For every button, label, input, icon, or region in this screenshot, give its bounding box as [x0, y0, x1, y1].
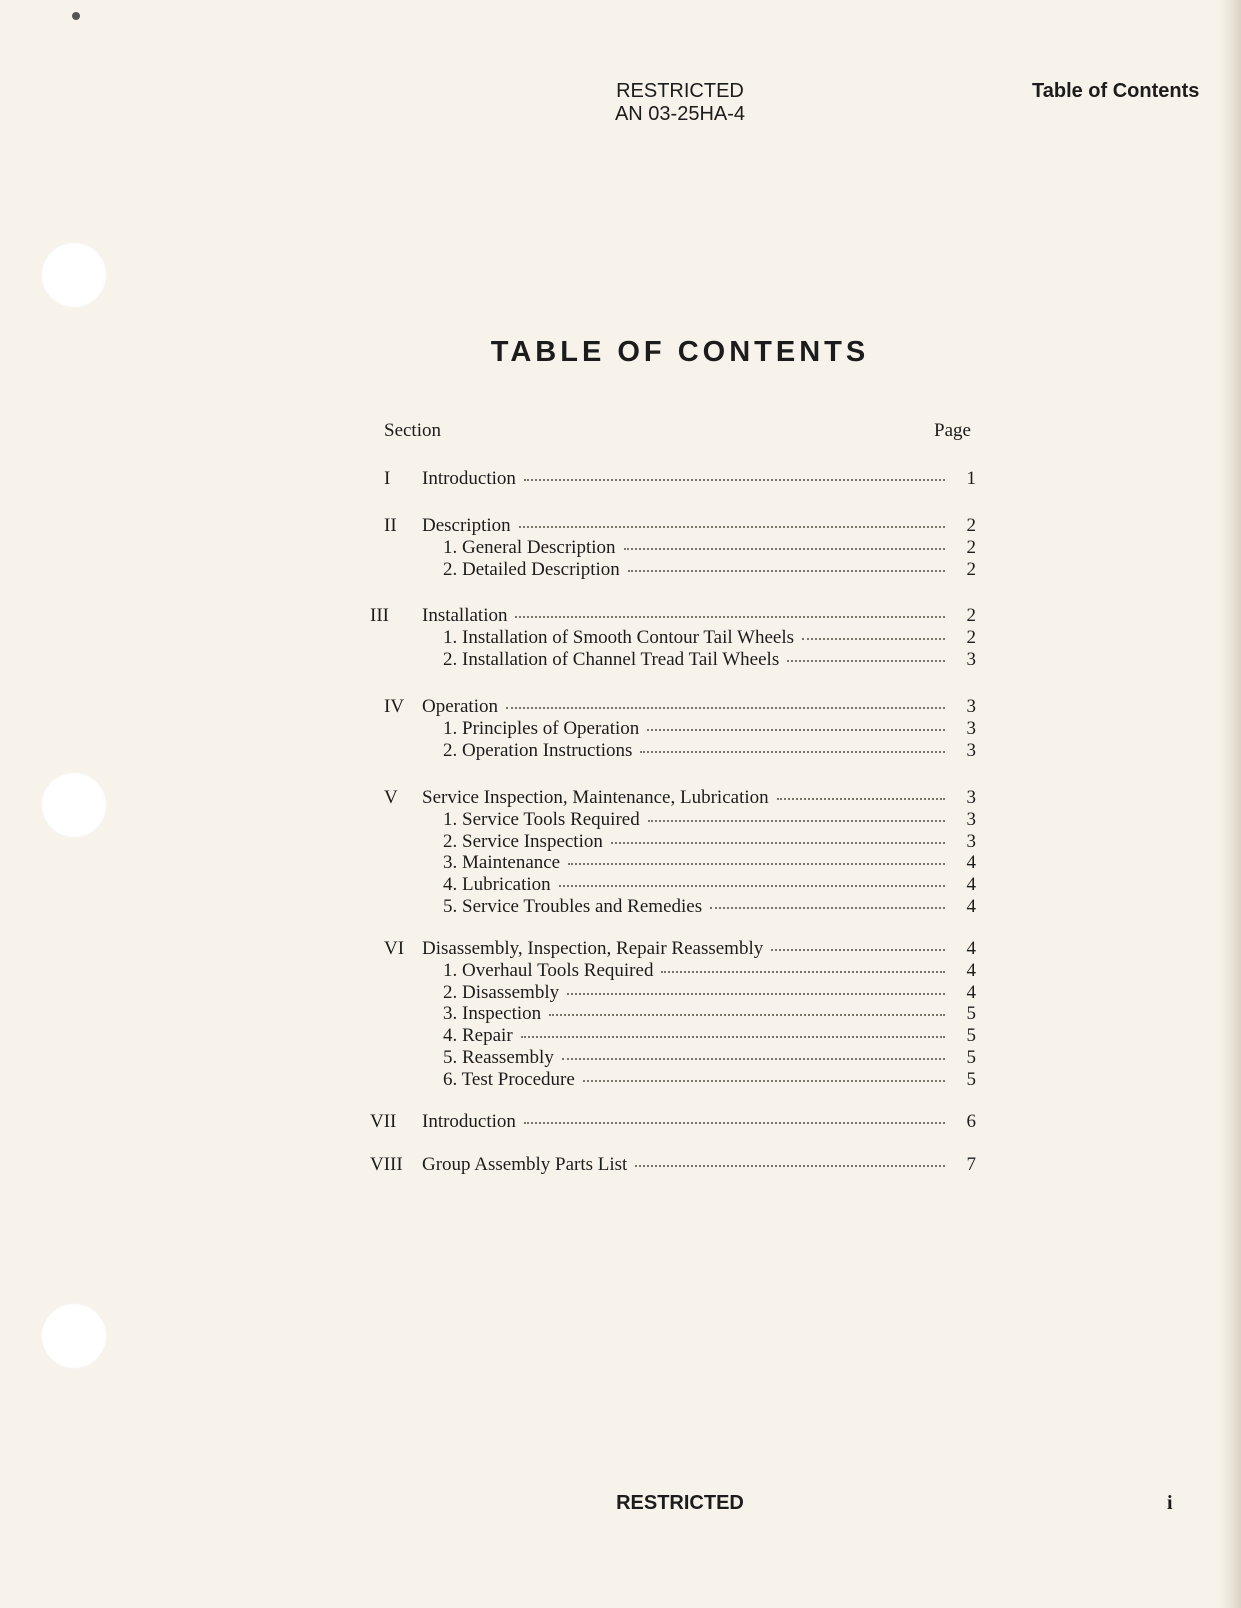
toc-leader-dots — [568, 863, 945, 865]
toc-entry — [384, 515, 976, 537]
toc-entry — [384, 938, 976, 960]
toc-label: 3. Maintenance — [443, 852, 561, 873]
toc-entry — [384, 468, 976, 490]
toc-page-number: 5 — [966, 1069, 976, 1090]
toc-label: Group Assembly Parts List — [422, 1154, 628, 1175]
toc-subentry — [384, 718, 976, 740]
toc-page-number: 5 — [966, 1025, 976, 1046]
toc-page-number: 1 — [966, 468, 976, 489]
toc-page-number: 5 — [966, 1047, 976, 1068]
toc-label: 2. Detailed Description — [443, 559, 620, 580]
toc-page-number: 3 — [966, 696, 976, 717]
toc-leader-dots — [521, 1036, 945, 1038]
toc-leader-dots — [567, 993, 945, 995]
toc-label: 1. Service Tools Required — [443, 809, 640, 830]
toc-label: 4. Repair — [443, 1025, 513, 1046]
toc-label: 5. Reassembly — [443, 1047, 554, 1068]
toc-label: 1. Principles of Operation — [443, 718, 640, 739]
toc-leader-dots — [635, 1165, 945, 1167]
toc-leader-dots — [559, 885, 945, 887]
toc-label: 1. Installation of Smooth Contour Tail Wheels — [443, 627, 795, 648]
toc-label: 2. Disassembly — [443, 982, 560, 1003]
toc-subentry — [384, 649, 976, 671]
toc-leader-dots — [771, 949, 945, 951]
ink-speck — [72, 12, 80, 20]
toc-label: 1. Overhaul Tools Required — [443, 960, 654, 981]
punch-hole-bottom — [41, 1303, 107, 1369]
toc-subentry — [384, 874, 976, 896]
toc-subentry — [384, 1069, 976, 1091]
toc-section-number: III — [370, 605, 389, 626]
toc-section-number: I — [384, 468, 391, 489]
toc-subentry — [384, 809, 976, 831]
toc-page-number: 7 — [966, 1154, 976, 1175]
toc-leader-dots — [562, 1058, 945, 1060]
toc-subentry — [384, 852, 976, 874]
toc-leader-dots — [524, 1122, 945, 1124]
toc-subentry — [384, 896, 976, 918]
toc-page-number: 4 — [966, 960, 976, 981]
punch-hole-middle — [41, 772, 107, 838]
running-head: Table of Contents — [1032, 80, 1200, 102]
toc-subentry — [384, 627, 976, 649]
toc-leader-dots — [661, 971, 945, 973]
toc-page-number: 4 — [966, 852, 976, 873]
toc-page-number: 4 — [966, 982, 976, 1003]
toc-page-number: 2 — [966, 627, 976, 648]
toc-leader-dots — [611, 842, 945, 844]
toc-label: Introduction — [422, 1111, 516, 1132]
toc-label: 2. Operation Instructions — [443, 740, 633, 761]
toc-page-number: 3 — [966, 740, 976, 761]
toc-page-number: 2 — [966, 537, 976, 558]
toc-label: 1. General Description — [443, 537, 616, 558]
toc-subentry — [384, 982, 976, 1004]
toc-entry — [370, 1111, 976, 1133]
toc-subentry — [384, 831, 976, 853]
toc-subentry — [384, 960, 976, 982]
toc-subentry — [384, 537, 976, 559]
toc-entry — [384, 787, 976, 809]
toc-leader-dots — [519, 526, 945, 528]
toc-label: 3. Inspection — [443, 1003, 542, 1024]
toc-page-number: 3 — [966, 649, 976, 670]
toc-section-number: VII — [370, 1111, 397, 1132]
toc-label: Installation — [422, 605, 508, 626]
toc-leader-dots — [710, 907, 945, 909]
toc-leader-dots — [624, 548, 945, 550]
toc-leader-dots — [648, 820, 945, 822]
toc-page-number: 4 — [966, 896, 976, 917]
toc-section-number: V — [384, 787, 398, 808]
toc-entry — [370, 605, 976, 627]
page-edge-shadow — [1219, 0, 1241, 1608]
toc-leader-dots — [549, 1014, 945, 1016]
toc-label: Disassembly, Inspection, Repair Reassembly — [422, 938, 764, 959]
toc-section-number: VIII — [370, 1154, 403, 1175]
toc-entry — [384, 696, 976, 718]
toc-page-number: 3 — [966, 809, 976, 830]
toc-leader-dots — [777, 798, 945, 800]
toc-leader-dots — [515, 616, 945, 618]
toc-page-number: 5 — [966, 1003, 976, 1024]
toc-label: 5. Service Troubles and Remedies — [443, 896, 703, 917]
toc-subentry — [384, 740, 976, 762]
header-document-number: AN 03-25HA-4 — [614, 103, 746, 125]
toc-label: 2. Installation of Channel Tread Tail Wheels — [443, 649, 780, 670]
toc-label: Operation — [422, 696, 498, 717]
toc-page-number: 3 — [966, 787, 976, 808]
toc-label: Introduction — [422, 468, 516, 489]
page-title: TABLE OF CONTENTS — [490, 336, 870, 368]
toc-page-number: 2 — [966, 605, 976, 626]
toc-page-number: 2 — [966, 515, 976, 536]
toc-label: 2. Service Inspection — [443, 831, 603, 852]
toc-leader-dots — [787, 660, 945, 662]
toc-label: 6. Test Procedure — [443, 1069, 575, 1090]
toc-subentry — [384, 1003, 976, 1025]
toc-leader-dots — [583, 1080, 945, 1082]
toc-subentry — [384, 1025, 976, 1047]
toc-page-number: 6 — [966, 1111, 976, 1132]
toc-leader-dots — [628, 570, 945, 572]
toc-leader-dots — [640, 751, 945, 753]
toc-label: Service Inspection, Maintenance, Lubrication — [422, 787, 769, 808]
toc-page-number: 3 — [966, 718, 976, 739]
punch-hole-top — [41, 242, 107, 308]
toc-label: 4. Lubrication — [443, 874, 551, 895]
toc-leader-dots — [802, 638, 945, 640]
toc-section-number: II — [384, 515, 397, 536]
column-header-section: Section — [384, 420, 441, 441]
toc-leader-dots — [647, 729, 945, 731]
toc-label: Description — [422, 515, 511, 536]
toc-page-number: 4 — [966, 874, 976, 895]
toc-page-number: 3 — [966, 831, 976, 852]
toc-page-number: 4 — [966, 938, 976, 959]
toc-entry — [370, 1154, 976, 1176]
toc-subentry — [384, 559, 976, 581]
toc-page-number: 2 — [966, 559, 976, 580]
toc-section-number: VI — [384, 938, 405, 959]
footer-classification: RESTRICTED — [616, 1492, 744, 1514]
toc-leader-dots — [506, 707, 945, 709]
toc-leader-dots — [524, 479, 945, 481]
page-folio: i — [1167, 1492, 1173, 1514]
column-header-page: Page — [934, 420, 971, 441]
toc-section-number: IV — [384, 696, 405, 717]
toc-subentry — [384, 1047, 976, 1069]
header-classification: RESTRICTED — [616, 80, 744, 102]
